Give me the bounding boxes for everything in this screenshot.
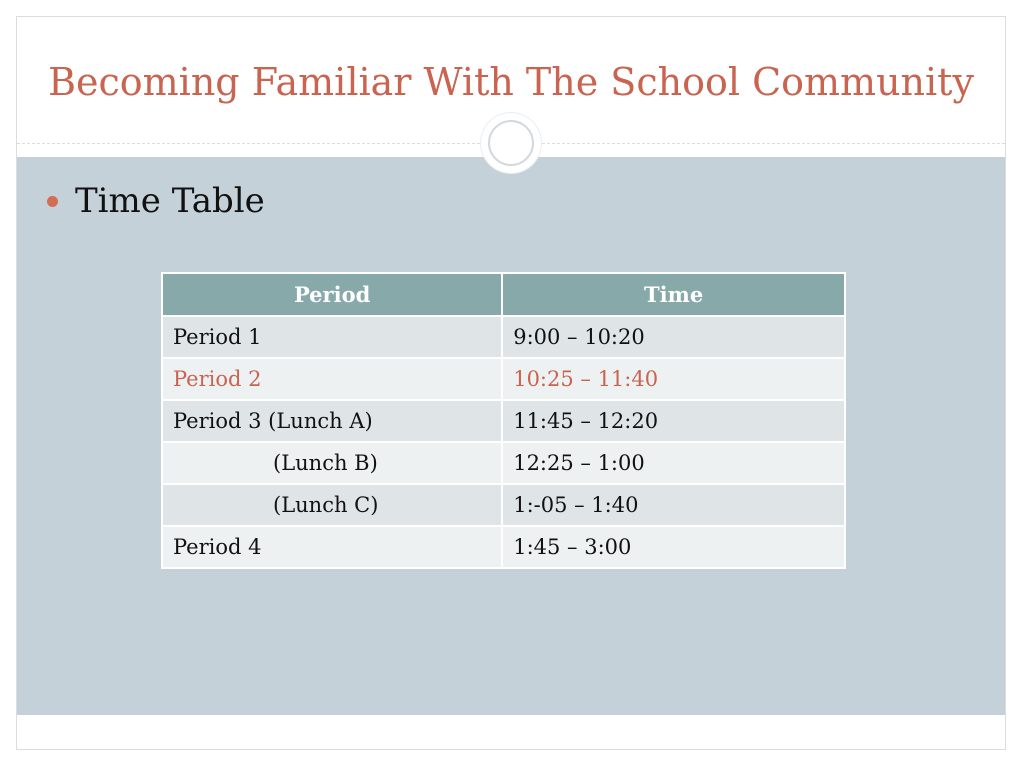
bullet-item [47, 179, 265, 223]
time-cell: 10:25 – 11:40 [502, 358, 845, 400]
time-cell: 1:-05 – 1:40 [502, 484, 845, 526]
time-cell: 12:25 – 1:00 [502, 442, 845, 484]
slide-title: Becoming Familiar With The School Community [48, 60, 974, 104]
time-table [161, 272, 846, 569]
time-cell: 9:00 – 10:20 [502, 316, 845, 358]
circle-ornament-inner [488, 120, 534, 166]
table-row [162, 484, 845, 526]
period-cell: (Lunch B) [162, 442, 502, 484]
period-cell: (Lunch C) [162, 484, 502, 526]
circle-ornament-icon [481, 113, 541, 173]
period-cell: Period 3 (Lunch A) [162, 400, 502, 442]
column-header-time: Time [502, 273, 845, 316]
period-cell: Period 2 [162, 358, 502, 400]
column-header-period: Period [162, 273, 502, 316]
table-row [162, 316, 845, 358]
period-cell: Period 4 [162, 526, 502, 568]
bullet-text: Time Table [75, 181, 265, 221]
table-row [162, 442, 845, 484]
slide [16, 16, 1006, 750]
period-cell: Period 1 [162, 316, 502, 358]
bullet-dot-icon [47, 196, 58, 207]
table-header-row [162, 273, 845, 316]
table-row [162, 526, 845, 568]
table-row [162, 400, 845, 442]
time-cell: 11:45 – 12:20 [502, 400, 845, 442]
time-cell: 1:45 – 3:00 [502, 526, 845, 568]
table-row-highlighted [162, 358, 845, 400]
